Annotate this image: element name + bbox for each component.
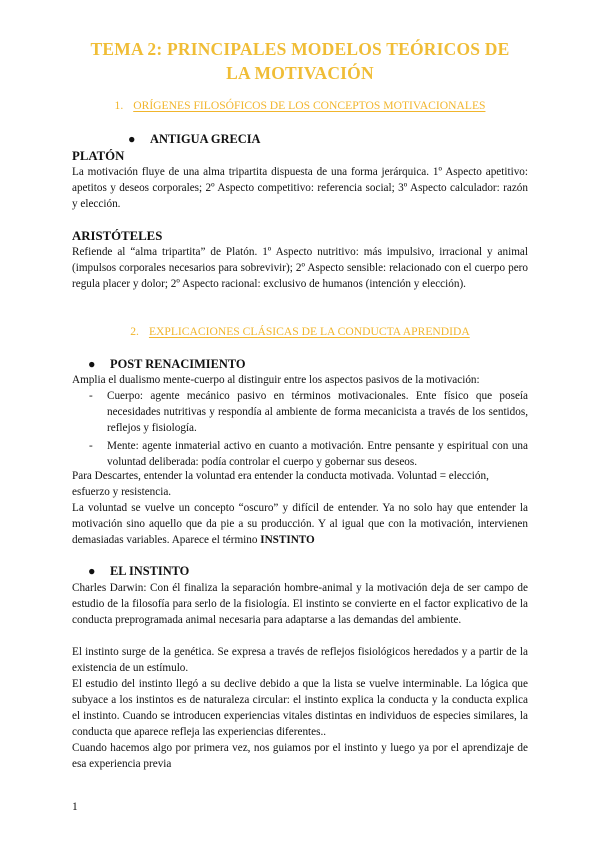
platon-heading: PLATÓN [72,149,125,163]
genetica-paragraph: El instinto surge de la genética. Se expresa a través de reflejos fisiológicos heredados y a partir de la existencia de un estímulo. [72,646,528,675]
list-item-text: Mente: agente inmaterial activo en cuanto a motivación. Entre pensante y espiritual con una voluntad deliberada: podía controlar el cuerpo y gobernar sus deseos. [107,440,528,468]
bullet-dot-icon: ● [88,357,96,371]
bullet-dot-icon: ● [88,564,96,578]
bullet-antigua-grecia [128,131,261,147]
list-item-text: Cuerpo: agente mecánico pasivo en términos motivacionales. Ente físico que poseía necesidades nutritivas y respondía al ambiente de forma mecanicista a través de los sentidos, reflejos y fisiología. [107,390,528,434]
post-list [72,388,528,472]
descartes-paragraph: Para Descartes, entender la voluntad era entender la conducta motivada. Voluntad = elección, esfuerzo y resistencia. [72,470,489,499]
declive-paragraph: El estudio del instinto llegó a su declive debido a que la lista se vuelve interminable. La lógica que subyace a los instintos es de naturaleza circular: el instinto explica la conducta y la conducta explica el instinto. Cuando se introducen experiencias vitales distintas en individuos de especies similares, la conducta que aparece refleja las experiencias diferentes.. [72,678,528,739]
list-item [72,388,528,436]
bullet-instinto-label: EL INSTINTO [110,564,190,578]
platon-paragraph: La motivación fluye de una alma tripartita dispuesta de una forma jerárquica. 1º Aspecto apetitivo: apetitos y deseos corporales; 2º Aspecto competitivo: referencia social; 3º Aspecto calculador: razón y elección. [72,166,528,211]
title-line-1: TEMA 2: PRINCIPALES MODELOS TEÓRICOS DE [90,39,510,59]
list-item [72,438,528,470]
section-heading-1 [72,98,528,114]
section-2-number: 2. [130,325,139,338]
post-intro: Amplia el dualismo mente-cuerpo al distinguir entre los aspectos pasivos de la motivación: [72,374,480,386]
page-number: 1 [72,801,78,813]
bullet-post-renacimiento [88,356,246,372]
aristoteles-heading: ARISTÓTELES [72,229,163,243]
dash-marker: - [89,440,93,452]
voluntad-paragraph [72,500,528,548]
instinto-term: INSTINTO [260,534,315,547]
document-title [72,37,528,85]
section-heading-2 [72,324,528,340]
section-2-title: EXPLICACIONES CLÁSICAS DE LA CONDUCTA APRENDIDA [148,325,470,338]
primera-vez-paragraph: Cuando hacemos algo por primera vez, nos guiamos por el instinto y luego ya por el aprendizaje de esa experiencia previa [72,742,528,771]
dash-marker: - [89,390,93,402]
section-1-title: ORÍGENES FILOSÓFICOS DE LOS CONCEPTOS MOTIVACIONALES [133,99,486,112]
darwin-paragraph: Charles Darwin: Con él finaliza la separación hombre-animal y la motivación deja de ser campo de estudio de la filosofía para serlo de la fisiología. El instinto se convierte en el factor explicativo de la conducta preprogramada animal necesaria para adaptarse a las demandas del ambiente. [72,582,528,627]
section-1-number: 1. [114,99,124,112]
voluntad-text: La voluntad se vuelve un concepto “oscuro” y difícil de entender. Ya no solo hay que entender la motivación sino aquello que da pie a su producción. Y al igual que con la motivación, intervienen demasiadas variables. Aparece el término [72,502,528,547]
bullet-el-instinto [88,563,189,579]
title-line-2: LA MOTIVACIÓN [226,63,374,83]
aristoteles-paragraph: Refiende al “alma tripartita” de Platón. 1º Aspecto nutritivo: más impulsivo, irracional y animal (impulsos corporales necesarios para sobrevivir); 2º Aspecto sensible: relacionado con el cuerpo pero regula placer y dolor; 2º Aspecto racional: exclusivo de humanos (intención y elección). [72,246,528,291]
bullet-dot-icon: ● [128,132,136,146]
bullet-antigua-label: ANTIGUA GRECIA [150,132,261,146]
bullet-post-label: POST RENACIMIENTO [110,357,246,371]
